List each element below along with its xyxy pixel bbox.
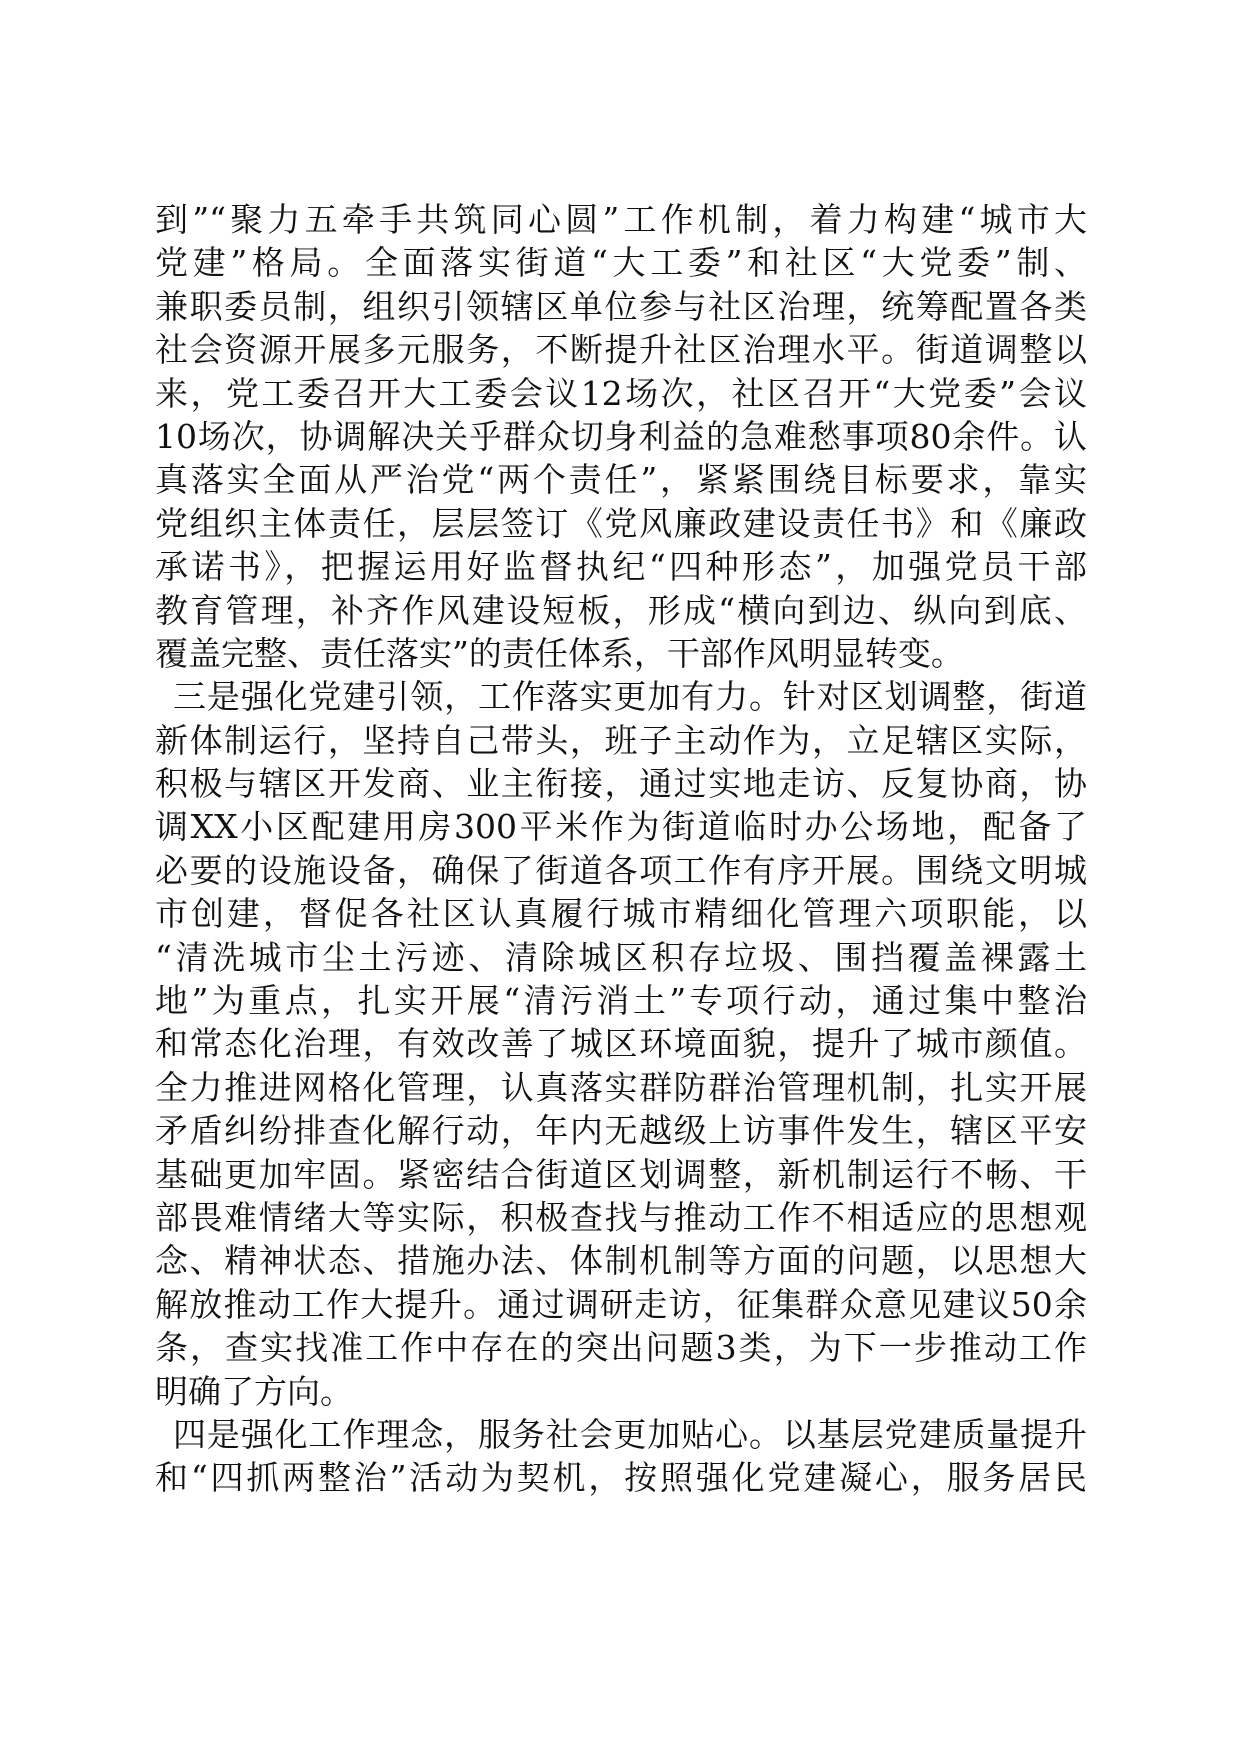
paragraph-start-line: 三是强化党建引领，工作落实更加有力。针对区划调整，街道 (173, 677, 1087, 717)
text-line: 念、精神状态、措施办法、体制机制等方面的问题，以思想大 (155, 1241, 1087, 1281)
text-line: 解放推动工作大提升。通过调研走访，征集群众意见建议50余 (155, 1284, 1087, 1324)
text-line: “清洗城市尘土污迹、清除城区积存垃圾、围挡覆盖裸露土 (155, 937, 1087, 977)
text-line: 新体制运行，坚持自己带头，班子主动作为，立足辖区实际， (155, 720, 1087, 760)
text-line: 全力推进网格化管理，认真落实群防群治管理机制，扎实开展 (155, 1067, 1087, 1107)
text-line: 调XX小区配建用房300平米作为街道临时办公场地，配备了 (155, 807, 1087, 847)
text-line: 覆盖完整、责任落实”的责任体系，干部作风明显转变。 (155, 633, 964, 673)
text-line: 承诺书》，把握运用好监督执纪“四种形态”，加强党员干部 (155, 547, 1087, 587)
text-line: 明确了方向。 (155, 1371, 353, 1411)
text-line: 教育管理，补齐作风建设短板，形成“横向到边、纵向到底、 (155, 590, 1087, 630)
text-line: 必要的设施设备，确保了街道各项工作有序开展。围绕文明城 (155, 850, 1087, 890)
text-line: 和“四抓两整治”活动为契机，按照强化党建凝心，服务居民 (155, 1458, 1087, 1498)
text-line: 党组织主体责任，层层签订《党风廉政建设责任书》和《廉政 (155, 503, 1087, 543)
text-line: 部畏难情绪大等实际，积极查找与推动工作不相适应的思想观 (155, 1197, 1087, 1237)
text-line: 党建”格局。全面落实街道“大工委”和社区“大党委”制、 (155, 243, 1087, 283)
text-line: 矛盾纠纷排查化解行动，年内无越级上访事件发生，辖区平安 (155, 1111, 1087, 1151)
text-line: 和常态化治理，有效改善了城区环境面貌，提升了城市颜值。 (155, 1024, 1087, 1064)
text-line: 地”为重点，扎实开展“清污消土”专项行动，通过集中整治 (155, 981, 1087, 1021)
text-line: 条，查实找准工作中存在的突出问题3类，为下一步推动工作 (155, 1328, 1087, 1368)
document-body (155, 198, 1087, 1500)
text-line: 真落实全面从严治党“两个责任”，紧紧围绕目标要求，靠实 (155, 460, 1087, 500)
text-line: 社会资源开展多元服务，不断提升社区治理水平。街道调整以 (155, 330, 1087, 370)
text-line: 积极与辖区开发商、业主衔接，通过实地走访、反复协商，协 (155, 764, 1087, 804)
text-line: 来，党工委召开大工委会议12场次，社区召开“大党委”会议 (155, 373, 1087, 413)
text-line: 10场次，协调解决关乎群众切身利益的急难愁事项80余件。认 (155, 416, 1087, 456)
paragraph-start-line: 四是强化工作理念，服务社会更加贴心。以基层党建质量提升 (173, 1414, 1087, 1454)
text-line: 兼职委员制，组织引领辖区单位参与社区治理，统筹配置各类 (155, 286, 1087, 326)
text-line: 到”“聚力五牵手共筑同心圆”工作机制，着力构建“城市大 (155, 200, 1087, 239)
text-line: 基础更加牢固。紧密结合街道区划调整，新机制运行不畅、干 (155, 1154, 1087, 1194)
text-line: 市创建，督促各社区认真履行城市精细化管理六项职能，以 (155, 894, 1087, 934)
